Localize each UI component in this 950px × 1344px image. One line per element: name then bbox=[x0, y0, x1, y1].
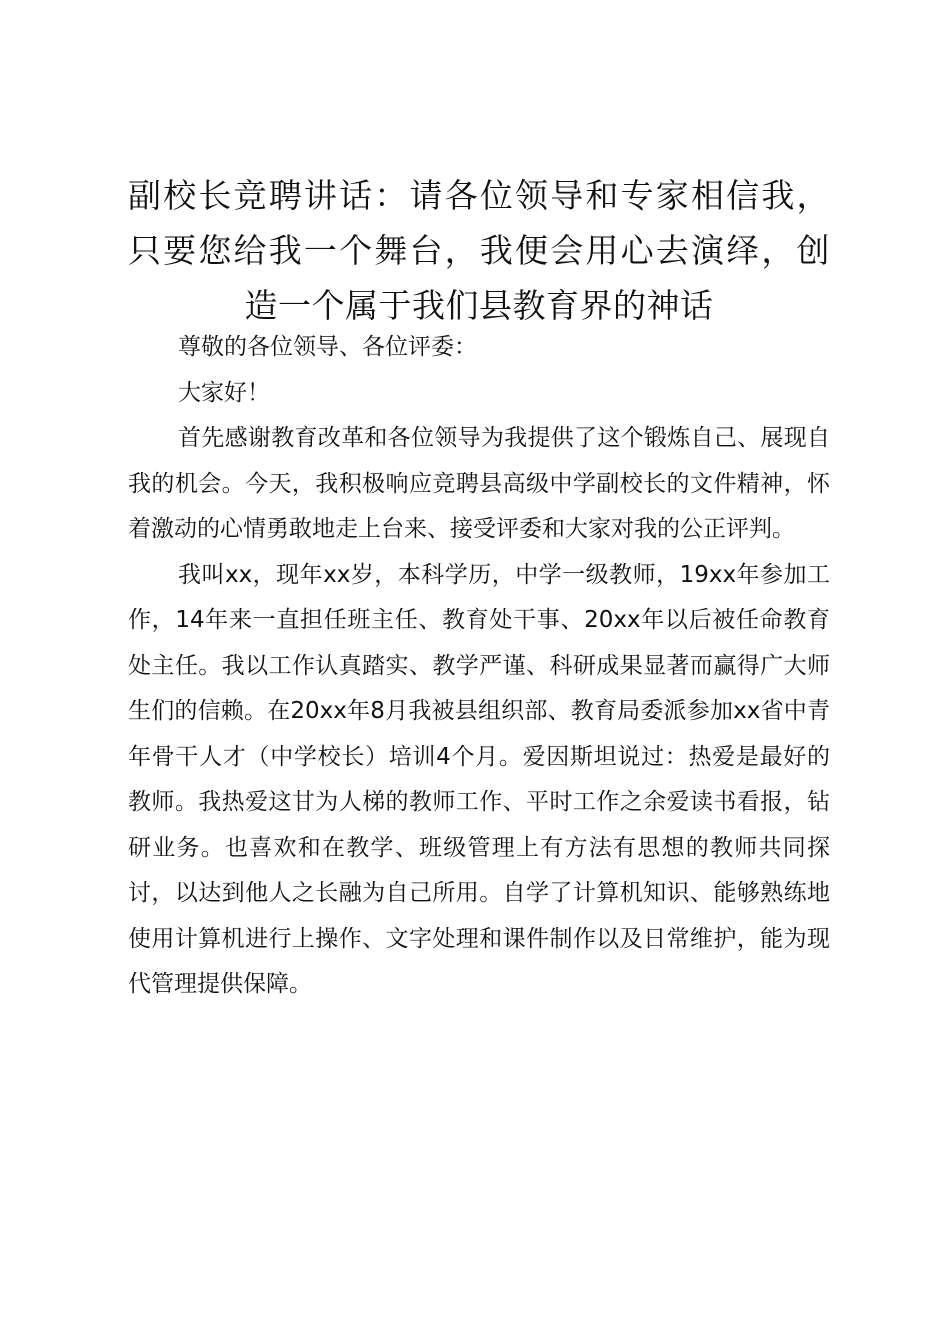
salutation-paragraph: 尊敬的各位领导、各位评委： bbox=[178, 334, 477, 360]
body-paragraph: 我叫xx，现年xx岁，本科学历，中学一级教师，19xx年参加工作，14年来一直担任班主任、教育处干事、20xx年以后被任命教育处主任。我以工作认真踏实、教学严谨、科研成果显著而赢得广大师生们的信赖。在20xx年8月我被县组织部、教育局委派参加xx省中青年骨干人才（中学校长）培训4个月。爱因斯坦说过：热爱是最好的教师。我热爱这甘为人梯的教师工作、平时工作之余爱读书看报，钻研业务。也喜欢和在教学、班级管理上有方法有思想的教师共同探讨，以达到他人之长融为自己所用。自学了计算机知识、能够熟练地使用计算机进行上操作、文字处理和课件制作以及日常维护，能为现代管理提供保障。 bbox=[128, 561, 830, 997]
document-body bbox=[128, 325, 830, 1008]
greeting-paragraph: 大家好！ bbox=[178, 379, 270, 406]
document-title: 副校长竞聘讲话：请各位领导和专家相信我，只要您给我一个舞台，我便会用心去演绎，创造一个属于我们县教育界的神话 bbox=[128, 176, 830, 325]
body-paragraph: 首先感谢教育改革和各位领导为我提供了这个锻炼自己、展现自我的机会。今天，我积极响应竞聘县高级中学副校长的文件精神，怀着激动的心情勇敢地走上台来、接受评委和大家对我的公正评判。 bbox=[128, 425, 830, 542]
